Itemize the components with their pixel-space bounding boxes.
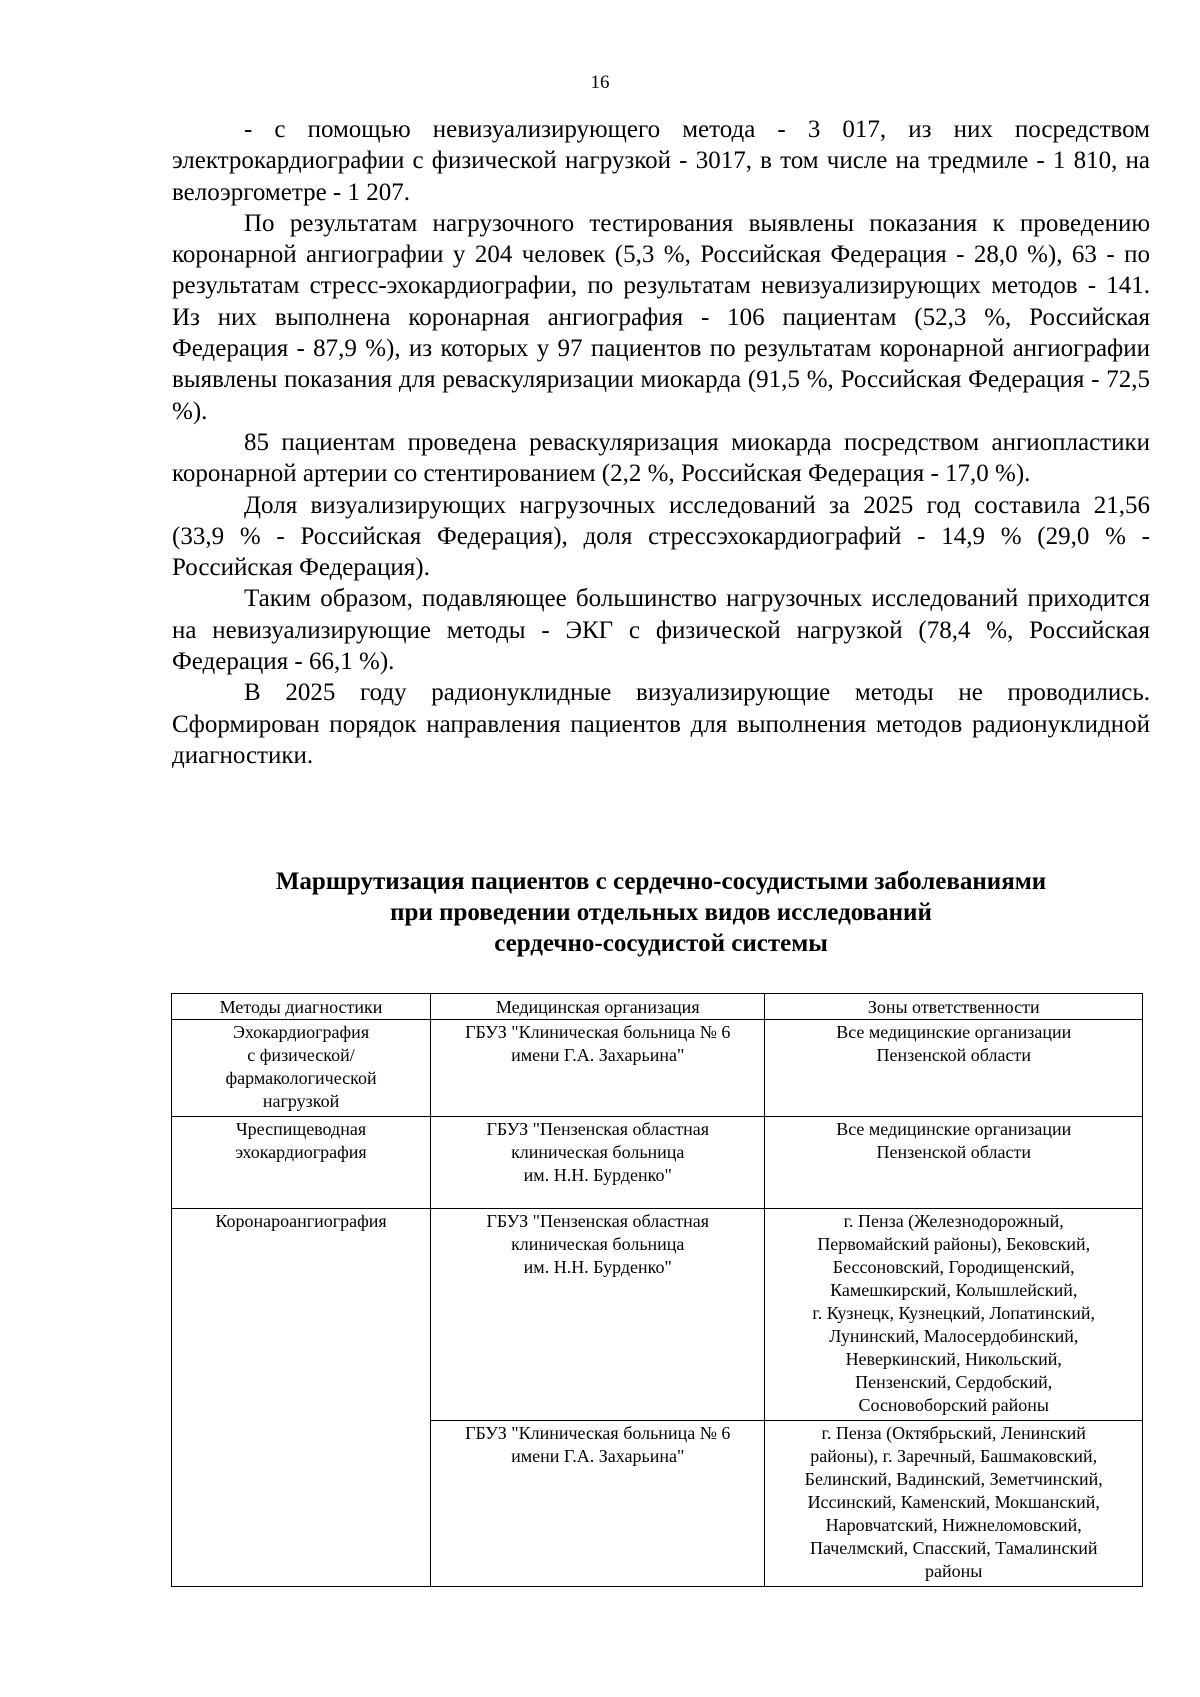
cell-zones bbox=[765, 1020, 1143, 1117]
cell-line: Пачелмский, Спасский, Тамалинский bbox=[809, 1538, 1098, 1558]
cell-line: Неверкинский, Никольский, bbox=[845, 1349, 1062, 1369]
cell-line: г. Кузнецк, Кузнецкий, Лопатинский, bbox=[812, 1303, 1096, 1323]
table-title-line-2: при проведении отдельных видов исследований bbox=[390, 899, 932, 926]
page-number: 16 bbox=[590, 72, 610, 93]
paragraph-1: - с помощью невизуализирующего метода - 3 017, из них посредством электрокардиографии с физической нагрузкой - 3017, в том числе на тредмиле - 1 810, на велоэргометре - 1 207. bbox=[172, 116, 1150, 206]
cell-line: нагрузкой bbox=[262, 1091, 340, 1111]
cell-line: имени Г.А. Захарьина" bbox=[511, 1045, 685, 1065]
cell-method bbox=[172, 1117, 431, 1209]
cell-line: ГБУЗ "Пензенская областная bbox=[486, 1119, 709, 1139]
cell-line: Бессоновский, Городищенский, bbox=[832, 1257, 1075, 1277]
cell-line: Пензенской области bbox=[876, 1142, 1031, 1162]
header-zones: Зоны ответственности bbox=[765, 994, 1143, 1020]
table-title-line-1: Маршрутизация пациентов с сердечно-сосудистыми заболеваниями bbox=[275, 868, 1047, 895]
cell-line: Лунинский, Малосердобинский, bbox=[829, 1326, 1079, 1346]
cell-line: г. Пенза (Октябрьский, Ленинский bbox=[821, 1423, 1086, 1443]
table-title-line-3: сердечно-сосудистой системы bbox=[494, 930, 828, 957]
paragraph-5: Таким образом, подавляющее большинство нагрузочных исследований приходится на невизуализирующие методы - ЭКГ с физической нагрузкой (78,4 %, Российская Федерация - 66,1 %). bbox=[172, 585, 1150, 676]
cell-organization bbox=[431, 1020, 765, 1117]
cell-line: районы), г. Заречный, Башмаковский, bbox=[810, 1446, 1098, 1466]
cell-line: Сосновоборский районы bbox=[858, 1395, 1049, 1415]
paragraph-6: В 2025 году радионуклидные визуализирующие методы не проводились. Сформирован порядок направления пациентов для выполнения методов радионуклидной диагностики. bbox=[172, 679, 1150, 769]
cell-line: клиническая больница bbox=[511, 1142, 685, 1162]
table-row bbox=[172, 1117, 1143, 1209]
cell-line: Пензенской области bbox=[876, 1045, 1031, 1065]
table-title bbox=[172, 866, 1150, 959]
cell-organization bbox=[431, 1209, 765, 1421]
cell-line: эхокардиография bbox=[235, 1142, 367, 1162]
table-header-row bbox=[172, 994, 1143, 1020]
cell-line: районы bbox=[925, 1561, 983, 1581]
cell-line: Иссинский, Каменский, Мокшанский, bbox=[807, 1492, 1100, 1512]
cell-line: Белинский, Вадинский, Земетчинский, bbox=[804, 1469, 1103, 1489]
cell-line: Первомайский районы), Бековский, bbox=[817, 1234, 1091, 1254]
header-organization: Медицинская организация bbox=[431, 994, 765, 1020]
header-methods: Методы диагностики bbox=[172, 994, 431, 1020]
routing-table bbox=[171, 993, 1143, 1587]
cell-line: г. Пенза (Железнодорожный, bbox=[843, 1211, 1064, 1231]
cell-line: Наровчатский, Нижнеломовский, bbox=[825, 1515, 1082, 1535]
cell-line: Все медицинские организации bbox=[836, 1022, 1072, 1042]
cell-line: ГБУЗ "Клиническая больница № 6 bbox=[465, 1423, 731, 1443]
cell-line: им. Н.Н. Бурденко" bbox=[523, 1257, 672, 1277]
table-row bbox=[172, 1209, 1143, 1421]
cell-line: клиническая больница bbox=[511, 1234, 685, 1254]
cell-organization bbox=[431, 1421, 765, 1587]
cell-line: ГБУЗ "Пензенская областная bbox=[486, 1211, 709, 1231]
cell-organization bbox=[431, 1117, 765, 1209]
body-text bbox=[172, 114, 1150, 771]
table-row bbox=[172, 1020, 1143, 1117]
cell-line: фармакологической bbox=[225, 1068, 377, 1088]
cell-zones bbox=[765, 1421, 1143, 1587]
cell-line: Все медицинские организации bbox=[836, 1119, 1072, 1139]
cell-method bbox=[172, 1209, 431, 1587]
cell-zones bbox=[765, 1117, 1143, 1209]
cell-line: с физической/ bbox=[247, 1045, 355, 1065]
cell-line: ГБУЗ "Клиническая больница № 6 bbox=[465, 1022, 731, 1042]
cell-line: им. Н.Н. Бурденко" bbox=[523, 1165, 672, 1185]
cell-method bbox=[172, 1020, 431, 1117]
paragraph-3: 85 пациентам проведена реваскуляризация миокарда посредством ангиопластики коронарной артерии со стентированием (2,2 %, Российская Федерация - 17,0 %). bbox=[172, 428, 1150, 488]
cell-line: Пензенский, Сердобский, bbox=[855, 1372, 1053, 1392]
cell-line: Камешкирский, Колышлейский, bbox=[830, 1280, 1078, 1300]
paragraph-2: По результатам нагрузочного тестирования выявлены показания к проведению коронарной ангиографии у 204 человек (5,3 %, Российская Федерация - 28,0 %), 63 - по результатам стресс-эхокардиографии, по результатам невизуализирующих методов - 141. Из них выполнена коронарная ангиография - 106 пациентам (52,3 %, Российская Федерация - 87,9 %), из которых у 97 пациентов по результатам коронарной ангиографии выявлены показания для реваскуляризации миокарда (91,5 %, Российская Федерация - 72,5 %). bbox=[172, 209, 1150, 425]
cell-zones bbox=[765, 1209, 1143, 1421]
cell-line: Эхокардиография bbox=[232, 1022, 370, 1042]
paragraph-4: Доля визуализирующих нагрузочных исследований за 2025 год составила 21,56 (33,9 % - Российская Федерация), доля стрессэхокардиографий - 14,9 % (29,0 % - Российская Федерация). bbox=[172, 491, 1150, 582]
cell-line: имени Г.А. Захарьина" bbox=[511, 1446, 685, 1466]
cell-line: Чреспищеводная bbox=[235, 1119, 367, 1139]
cell-line: Коронароангиография bbox=[215, 1211, 387, 1231]
